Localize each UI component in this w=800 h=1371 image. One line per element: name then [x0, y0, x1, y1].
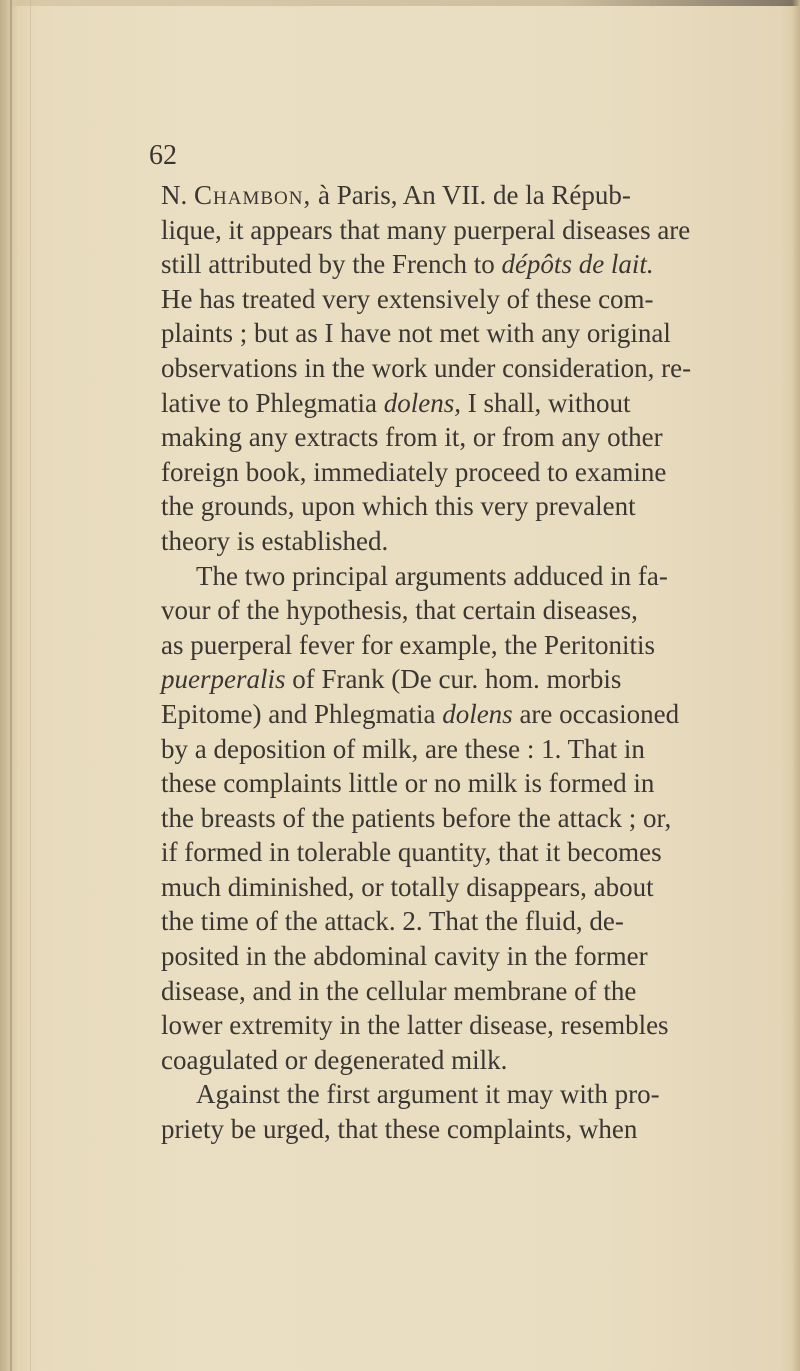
text-run: coagulated or degenerated milk.: [161, 1044, 508, 1075]
text-run: making any extracts from it, or from any other: [161, 422, 663, 453]
text-run: priety be urged, that these complaints, when: [161, 1114, 638, 1145]
text-line: [161, 662, 800, 697]
text-run: lative to Phlegmatia: [161, 387, 384, 418]
italic-text: dépôts de lait.: [501, 249, 654, 280]
text-line: [161, 628, 800, 663]
text-run: if formed in tolerable quantity, that it becomes: [161, 837, 662, 868]
text-run: are occasioned: [512, 698, 680, 729]
page-spine-shadow: [0, 0, 18, 1371]
text-line: [161, 1077, 800, 1112]
text-line: [161, 489, 800, 524]
text-run: lique, it appears that many puerperal diseases are: [161, 214, 691, 245]
spine-fold-line: [30, 0, 31, 1371]
text-line: [161, 213, 800, 248]
text-run: theory is established.: [161, 525, 389, 556]
text-line: [161, 1112, 800, 1147]
page-number: 62: [149, 140, 177, 171]
text-line: [161, 974, 800, 1009]
text-line: [161, 559, 800, 594]
text-line: [161, 455, 800, 490]
page-top-edge: [0, 0, 800, 6]
text-run: observations in the work under consideration, re-: [161, 352, 692, 383]
text-line: [161, 351, 800, 386]
text-line: [161, 593, 800, 628]
text-line: [161, 939, 800, 974]
text-run: still attributed by the French to: [161, 249, 502, 280]
text-run: Against the first argument it may with pro-: [196, 1079, 660, 1110]
text-line: [161, 386, 800, 421]
italic-text: puerperalis: [161, 664, 286, 695]
text-run: Epitome) and Phlegmatia: [161, 698, 443, 729]
text-run: of Frank (De cur. hom. morbis: [285, 664, 622, 695]
text-run: foreign book, immediately proceed to examine: [161, 456, 667, 487]
text-run: the grounds, upon which this very prevalent: [161, 491, 636, 522]
text-run: posited in the abdominal cavity in the former: [161, 941, 648, 972]
italic-text: dolens: [442, 698, 513, 729]
text-run: The two principal arguments adduced in fa-: [196, 560, 668, 591]
text-run: lower extremity in the latter disease, resembles: [161, 1010, 669, 1041]
text-line: [161, 247, 800, 282]
text-line: [161, 524, 800, 559]
text-line: [161, 1043, 800, 1078]
text-run: à Paris, An VII. de la Répub-: [311, 180, 631, 210]
text-run: much diminished, or totally disappears, about: [161, 871, 654, 902]
spine-line: [10, 0, 12, 1371]
text-line: [161, 178, 800, 213]
text-run: plaints ; but as I have not met with any original: [161, 318, 671, 349]
text-line: [161, 1008, 800, 1043]
text-run: these complaints little or no milk is formed in: [161, 768, 655, 799]
text-run: by a deposition of milk, are these : 1. That in: [161, 733, 645, 764]
small-caps-text: Chambon,: [194, 180, 312, 210]
text-run: the time of the attack. 2. That the fluid, de-: [161, 906, 624, 937]
text-line: [161, 282, 800, 317]
text-run: He has treated very extensively of these com-: [161, 283, 654, 314]
text-line: [161, 697, 800, 732]
body-text: [161, 178, 800, 1147]
text-run: I shall, without: [460, 387, 631, 418]
italic-text: dolens,: [383, 387, 461, 418]
text-line: [161, 766, 800, 801]
text-line: [161, 835, 800, 870]
text-line: [161, 870, 800, 905]
text-line: [161, 904, 800, 939]
text-run: the breasts of the patients before the attack ; or,: [161, 802, 672, 833]
text-line: [161, 801, 800, 836]
text-run: vour of the hypothesis, that certain diseases,: [161, 595, 638, 626]
text-run: disease, and in the cellular membrane of the: [161, 975, 637, 1006]
text-line: [161, 420, 800, 455]
text-line: [161, 732, 800, 767]
text-run: as puerperal fever for example, the Peritonitis: [161, 629, 656, 660]
text-run: N.: [161, 180, 194, 210]
text-line: [161, 316, 800, 351]
